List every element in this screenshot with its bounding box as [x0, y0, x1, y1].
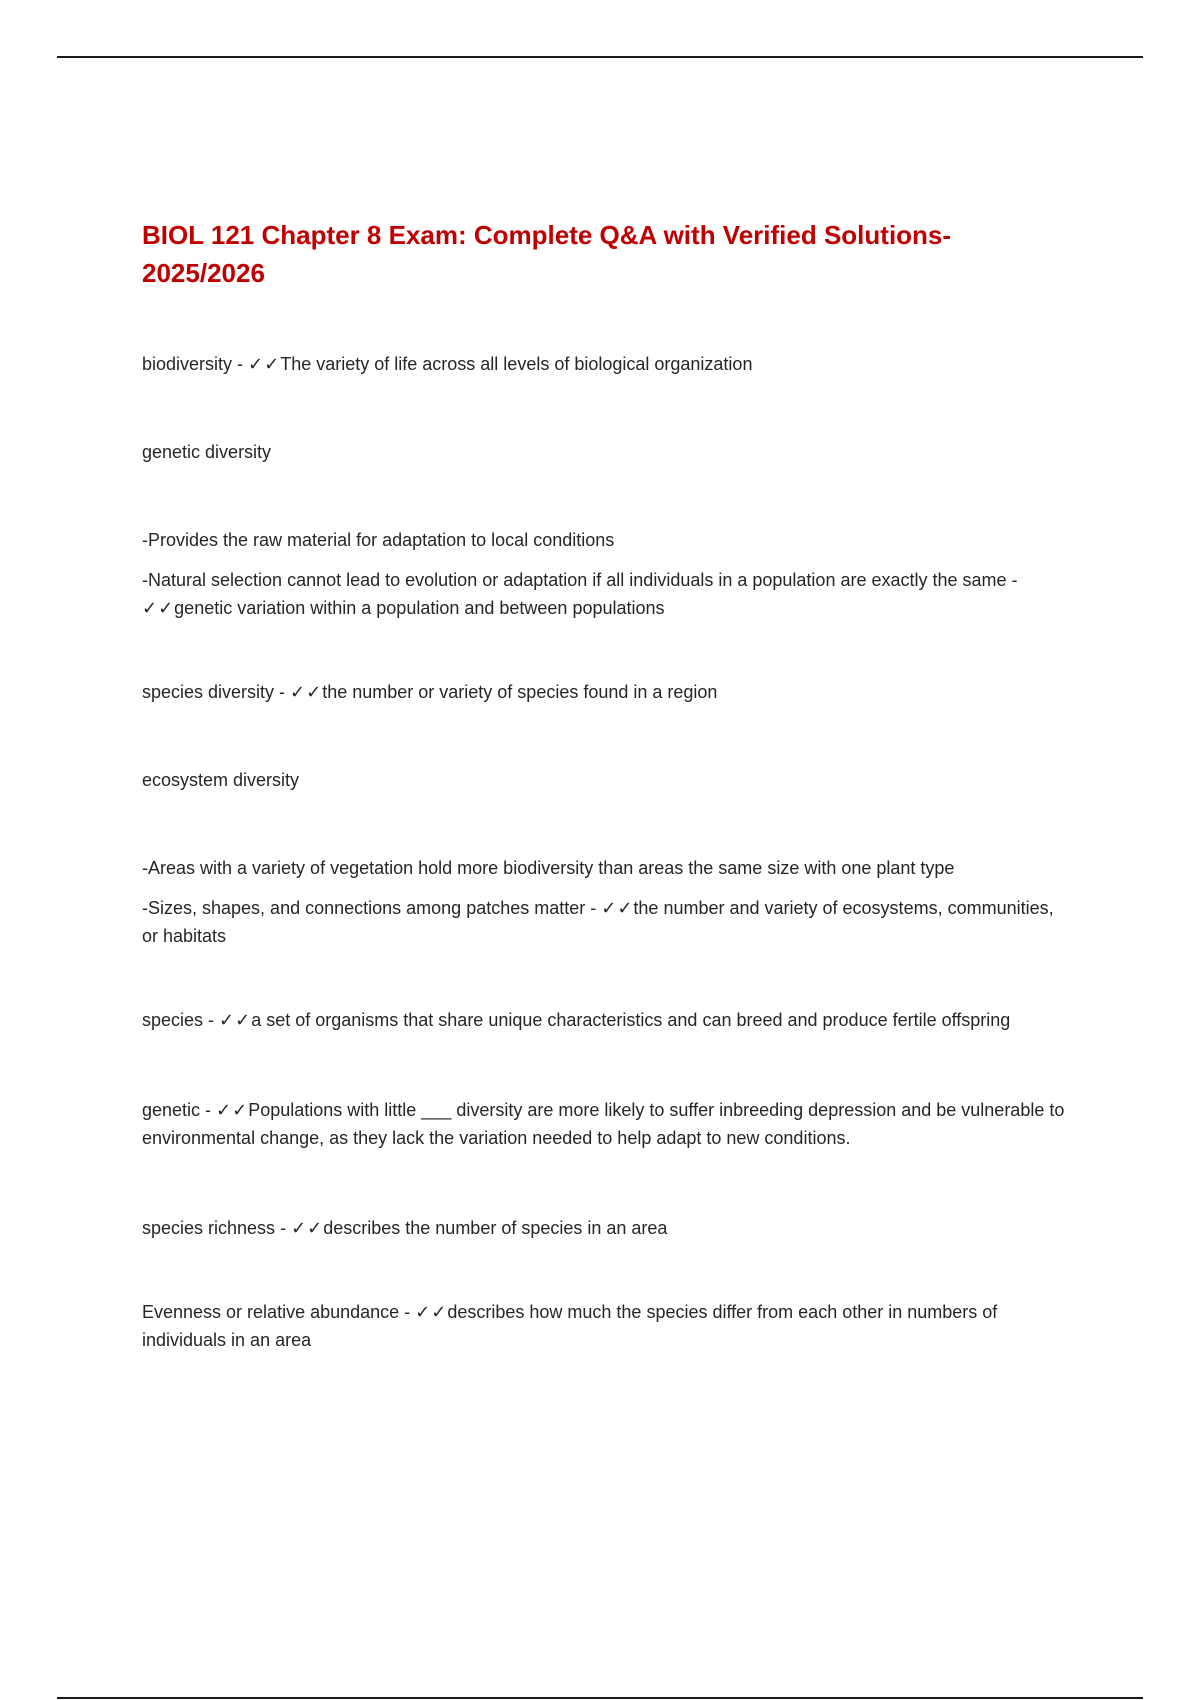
- check-icon: ✓✓: [415, 1302, 448, 1322]
- qa-entry-species: species - ✓✓a set of organisms that share unique characteristics and can breed and produce fertile offspring: [142, 1010, 1011, 1030]
- answer: The variety of life across all levels of biological organization: [280, 354, 753, 374]
- term: species: [142, 1010, 204, 1030]
- term: species richness: [142, 1218, 276, 1238]
- answer: describes how much the species differ from each other in numbers of individuals in an area: [142, 1302, 998, 1350]
- term: species diversity: [142, 682, 275, 702]
- qa-entry-natural-selection: -Natural selection cannot lead to evolution or adaptation if all individuals in a population are exactly the same - ✓✓genetic variation within a population and between populations: [142, 570, 1018, 618]
- check-icon: ✓✓: [219, 1010, 252, 1030]
- term: -Sizes, shapes, and connections among patches matter: [142, 898, 586, 918]
- check-icon: ✓✓: [142, 598, 175, 618]
- term: -Natural selection cannot lead to evolution or adaptation if all individuals in a population are exactly the same: [142, 570, 1007, 590]
- check-icon: ✓✓: [291, 1218, 324, 1238]
- qa-entry-species-richness: species richness - ✓✓describes the number of species in an area: [142, 1218, 668, 1238]
- check-icon: ✓✓: [290, 682, 323, 702]
- qa-entry-evenness: Evenness or relative abundance - ✓✓describes how much the species differ from each other in numbers of individuals in an area: [142, 1302, 998, 1350]
- line-vegetation: -Areas with a variety of vegetation hold more biodiversity than areas the same size with one plant type: [142, 858, 955, 878]
- document-body: [142, 216, 1068, 1354]
- term: Evenness or relative abundance: [142, 1302, 400, 1322]
- check-icon: ✓✓: [601, 898, 634, 918]
- answer: describes the number of species in an area: [323, 1218, 668, 1238]
- qa-entry-genetic: genetic - ✓✓Populations with little ___ diversity are more likely to suffer inbreeding depression and be vulnerable to environmental change, as they lack the variation needed to help adapt to new conditions.: [142, 1100, 1065, 1148]
- bottom-rule: [57, 1697, 1143, 1699]
- answer: genetic variation within a population and between populations: [174, 598, 665, 618]
- term: biodiversity: [142, 354, 233, 374]
- check-icon: ✓✓: [248, 354, 281, 374]
- heading-ecosystem-diversity: ecosystem diversity: [142, 770, 300, 790]
- heading-genetic-diversity: genetic diversity: [142, 442, 272, 462]
- qa-entry-species-diversity: species diversity - ✓✓the number or variety of species found in a region: [142, 682, 718, 702]
- document-title: BIOL 121 Chapter 8 Exam: Complete Q&A with Verified Solutions-2025/2026: [142, 220, 952, 288]
- qa-entry-patches: -Sizes, shapes, and connections among patches matter - ✓✓the number and variety of ecosystems, communities, or habitats: [142, 898, 1054, 946]
- term: genetic: [142, 1100, 201, 1120]
- line-raw-material: -Provides the raw material for adaptation to local conditions: [142, 530, 615, 550]
- check-icon: ✓✓: [216, 1100, 249, 1120]
- top-rule: [57, 56, 1143, 58]
- answer: the number or variety of species found in a region: [322, 682, 718, 702]
- answer: the number and variety of ecosystems, communities, or habitats: [142, 898, 1054, 946]
- answer: a set of organisms that share unique characteristics and can breed and produce fertile offspring: [251, 1010, 1011, 1030]
- qa-entry-biodiversity: biodiversity - ✓✓The variety of life across all levels of biological organization: [142, 354, 753, 374]
- answer: Populations with little ___ diversity are more likely to suffer inbreeding depression and be vulnerable to environmental change, as they lack the variation needed to help adapt to new conditions.: [142, 1100, 1065, 1148]
